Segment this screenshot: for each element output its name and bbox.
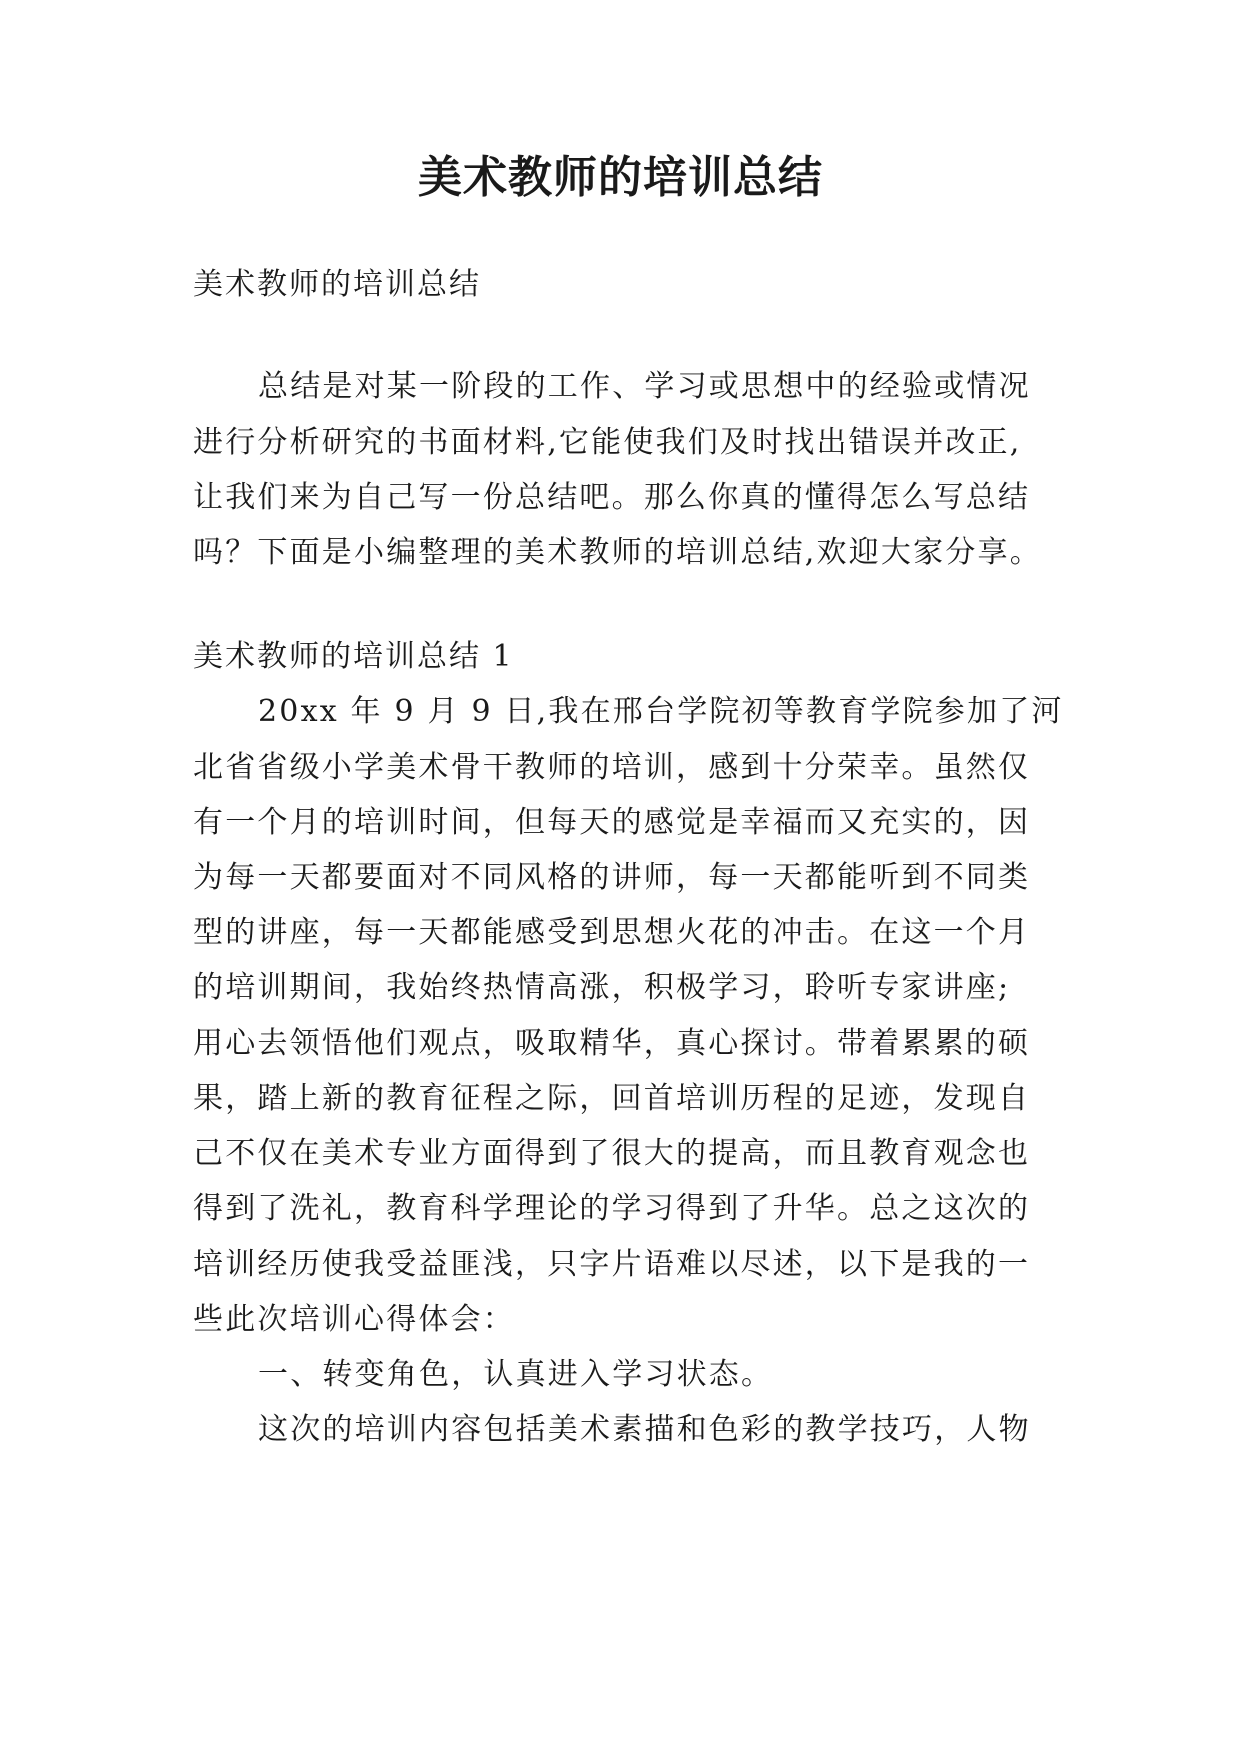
paragraph-line: 得到了洗礼，教育科学理论的学习得到了升华。总之这次的 bbox=[193, 1191, 1031, 1226]
section-heading: 美术教师的培训总结 1 bbox=[193, 639, 514, 674]
paragraph-line: 为每一天都要面对不同风格的讲师，每一天都能听到不同类 bbox=[193, 860, 1031, 895]
paragraph-line: 的培训期间，我始终热情高涨，积极学习，聆听专家讲座; bbox=[193, 970, 1011, 1005]
paragraph-line: 有一个月的培训时间，但每天的感觉是幸福而又充实的，因 bbox=[193, 805, 1031, 840]
paragraph-line: 己不仅在美术专业方面得到了很大的提高，而且教育观念也 bbox=[193, 1136, 1031, 1171]
paragraph-line: 型的讲座，每一天都能感受到思想火花的冲击。在这一个月 bbox=[193, 915, 1031, 950]
paragraph-line: 20xx 年 9 月 9 日,我在邢台学院初等教育学院参加了河 bbox=[258, 694, 1064, 729]
paragraph-line: 北省省级小学美术骨干教师的培训，感到十分荣幸。虽然仅 bbox=[193, 750, 1031, 785]
document-title: 美术教师的培训总结 bbox=[418, 152, 823, 203]
paragraph-line: 果，踏上新的教育征程之际，回首培训历程的足迹，发现自 bbox=[193, 1081, 1031, 1116]
paragraph-line: 培训经历使我受益匪浅，只字片语难以尽述，以下是我的一 bbox=[193, 1247, 1031, 1282]
paragraph-line: 些此次培训心得体会： bbox=[193, 1302, 515, 1337]
point-heading: 一、转变角色，认真进入学习状态。 bbox=[258, 1357, 774, 1392]
paragraph-line: 这次的培训内容包括美术素描和色彩的教学技巧，人物 bbox=[258, 1412, 1031, 1447]
paragraph-line: 让我们来为自己写一份总结吧。那么你真的懂得怎么写总结 bbox=[193, 480, 1031, 515]
paragraph-line: 吗？下面是小编整理的美术教师的培训总结,欢迎大家分享。 bbox=[193, 535, 1042, 570]
paragraph-line: 总结是对某一阶段的工作、学习或思想中的经验或情况 bbox=[258, 369, 1031, 404]
document-subtitle: 美术教师的培训总结 bbox=[193, 267, 481, 302]
paragraph-line: 进行分析研究的书面材料,它能使我们及时找出错误并改正, bbox=[193, 425, 1022, 460]
paragraph-line: 用心去领悟他们观点，吸取精华，真心探讨。带着累累的硕 bbox=[193, 1026, 1031, 1061]
